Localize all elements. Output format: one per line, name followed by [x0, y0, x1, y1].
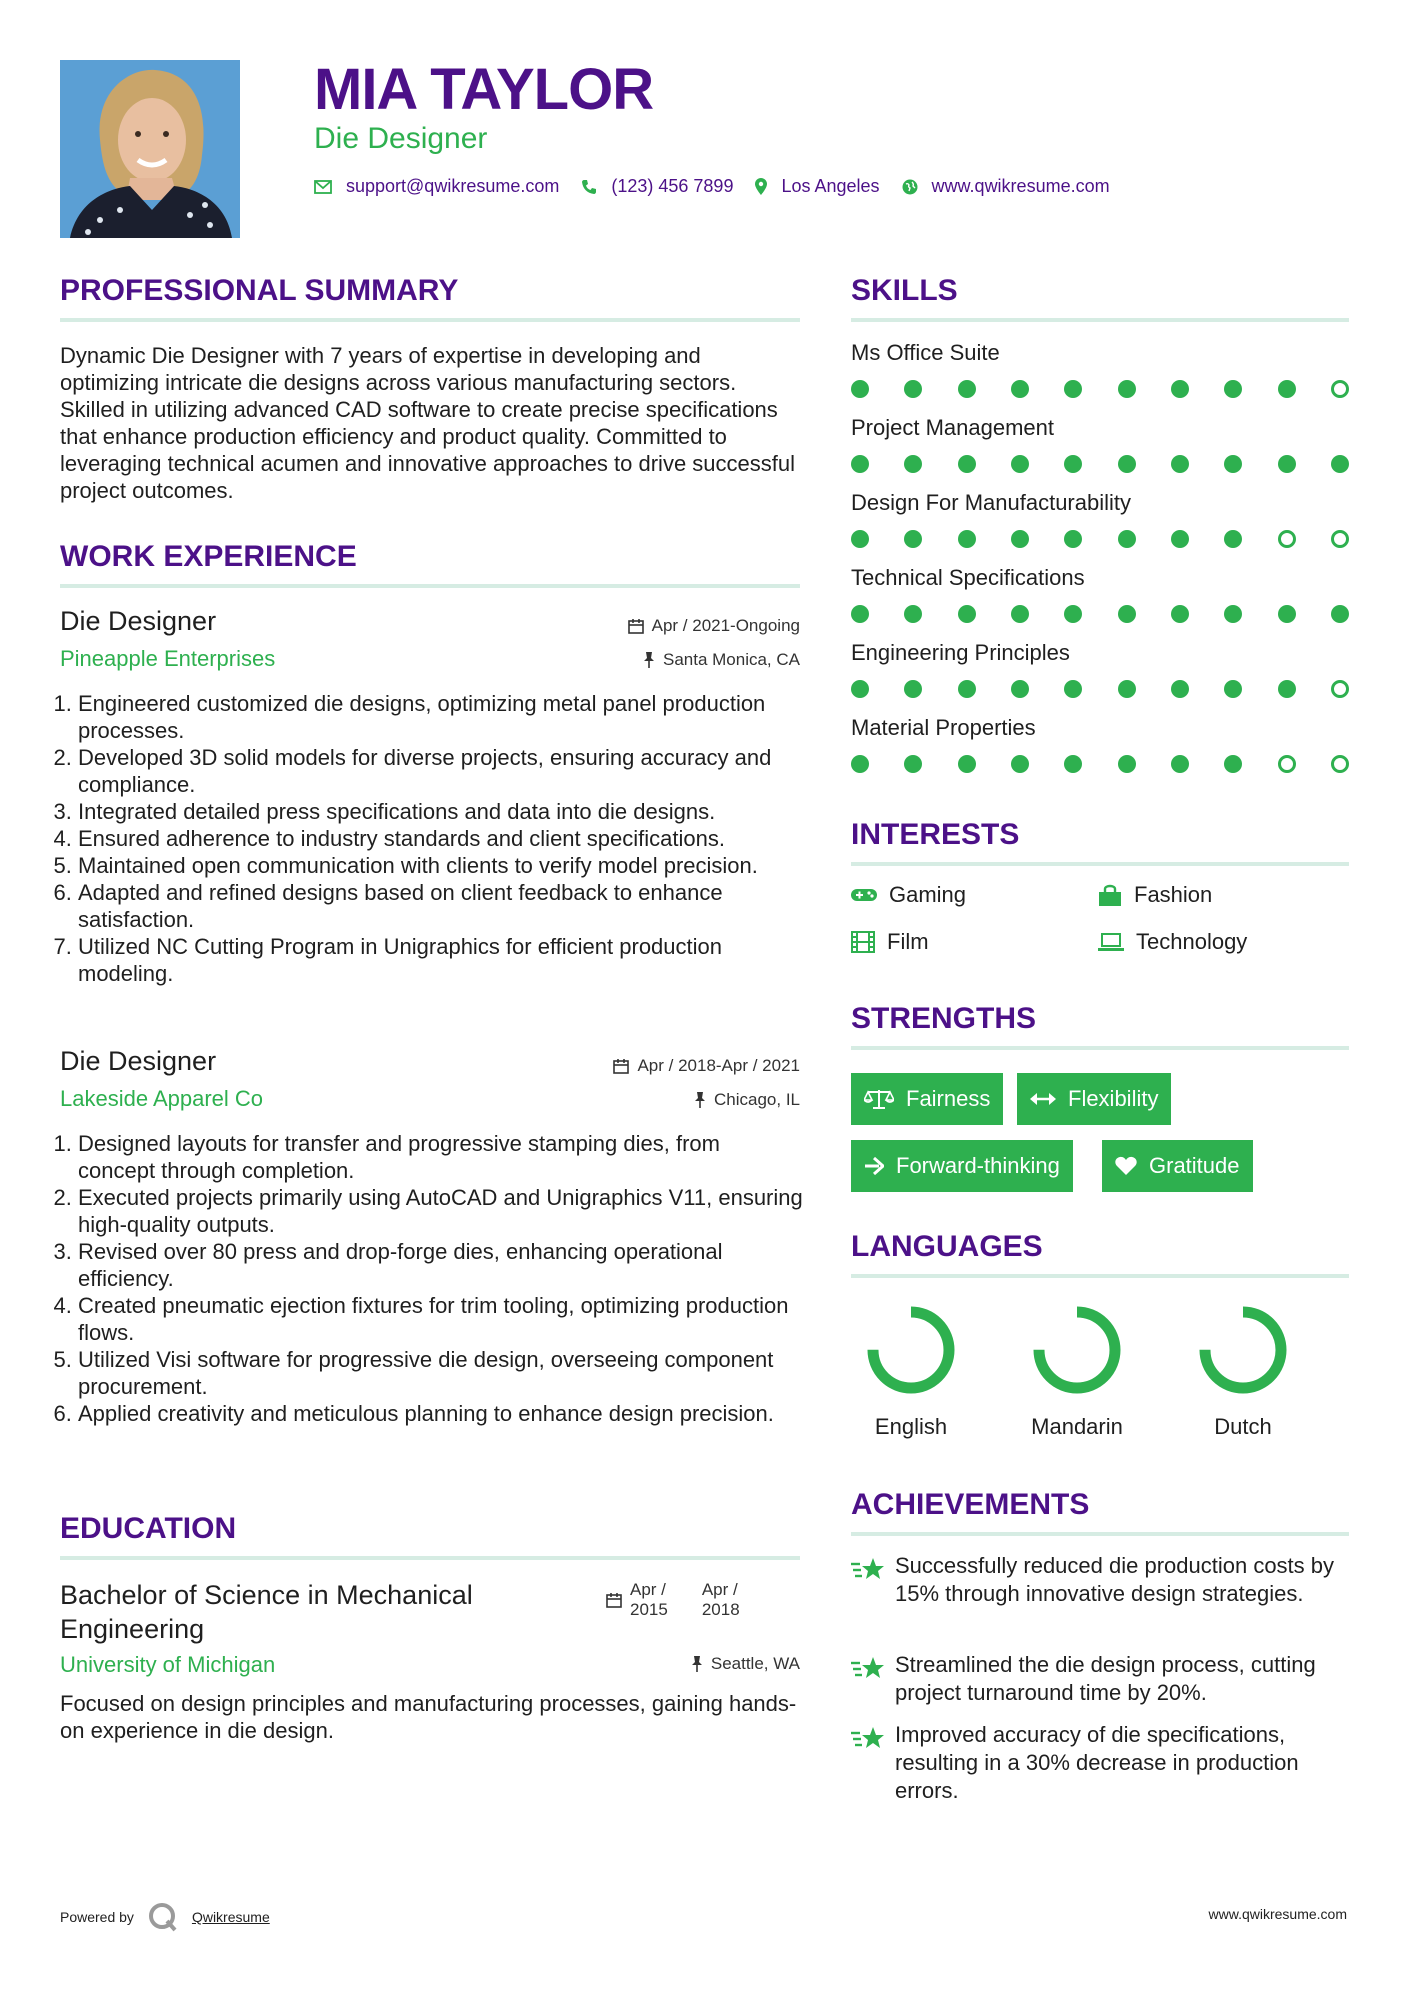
achievement-text: Successfully reduced die production costs by 15% through innovative design strategies.	[895, 1553, 1335, 1606]
qwikresume-logo-icon	[148, 1902, 178, 1932]
job-1-location	[500, 650, 800, 670]
skill-name: Technical Specifications	[851, 565, 1085, 590]
language-item	[1173, 1300, 1313, 1440]
rating-dot-filled	[904, 755, 922, 773]
education-location-text: Seattle, WA	[710, 1654, 800, 1673]
strength-label: Gratitude	[1149, 1153, 1240, 1178]
duty-item: 2. Executed projects primarily using AutoCAD and Unigraphics V11, ensuring high-quality outputs.	[78, 1184, 803, 1238]
skill-rating	[851, 605, 1349, 623]
language-item	[841, 1300, 981, 1440]
rating-dot-empty	[1331, 530, 1349, 548]
skill-name: Project Management	[851, 415, 1054, 440]
duty-item: 1. Designed layouts for transfer and progressive stamping dies, from concept through completion.	[78, 1130, 803, 1184]
phone-icon	[581, 179, 597, 195]
contact-website[interactable]	[902, 176, 1110, 197]
laptop-icon	[1098, 932, 1124, 952]
rating-dot-filled	[904, 680, 922, 698]
education-start-month: Apr /	[630, 1580, 666, 1599]
education-location	[500, 1654, 800, 1674]
rating-dot-filled	[1011, 680, 1029, 698]
strengths-divider	[851, 1046, 1349, 1050]
skill-rating	[851, 530, 1349, 548]
language-item	[1007, 1300, 1147, 1440]
achievement-item	[851, 1721, 1361, 1805]
rating-dot-filled	[1331, 605, 1349, 623]
duty-item: 6. Adapted and refined designs based on client feedback to enhance satisfaction.	[78, 879, 803, 933]
job-2-location-text: Chicago, IL	[714, 1090, 800, 1109]
language-level-ring	[1027, 1300, 1127, 1400]
powered-by	[60, 1902, 270, 1932]
job-2-title: Die Designer	[60, 1046, 217, 1076]
rating-dot-filled	[1011, 605, 1029, 623]
interests-heading: INTERESTS	[851, 818, 1020, 851]
profile-photo	[60, 60, 240, 238]
calendar-icon	[606, 1592, 622, 1620]
strength-label: Forward-thinking	[896, 1153, 1060, 1178]
star-achievement-icon	[851, 1725, 885, 1805]
strength-fairness	[851, 1073, 1003, 1125]
strength-gratitude	[1102, 1140, 1253, 1192]
skill-name: Material Properties	[851, 715, 1036, 740]
language-level-ring	[1193, 1300, 1293, 1400]
strength-forward-thinking	[851, 1140, 1073, 1192]
footer-website[interactable]: www.qwikresume.com	[1208, 1906, 1347, 1922]
map-pin-icon	[755, 178, 767, 195]
languages-heading: LANGUAGES	[851, 1230, 1043, 1263]
contact-bar	[314, 176, 1132, 197]
skill-rating	[851, 755, 1349, 773]
rating-dot-filled	[1278, 380, 1296, 398]
rating-dot-filled	[1011, 380, 1029, 398]
rating-dot-filled	[958, 755, 976, 773]
summary-divider	[60, 318, 800, 322]
arrow-right-icon	[864, 1157, 884, 1175]
rating-dot-filled	[958, 605, 976, 623]
rating-dot-filled	[1064, 755, 1082, 773]
rating-dot-empty	[1331, 380, 1349, 398]
achievement-item	[851, 1651, 1361, 1707]
rating-dot-filled	[1171, 530, 1189, 548]
language-level-arc	[873, 1312, 949, 1388]
job-2-duties	[60, 1130, 803, 1427]
rating-dot-filled	[1278, 455, 1296, 473]
star-achievement-icon	[851, 1556, 885, 1608]
rating-dot-empty	[1278, 755, 1296, 773]
rating-dot-filled	[851, 680, 869, 698]
rating-dot-empty	[1331, 755, 1349, 773]
duty-item: 3. Revised over 80 press and drop-forge dies, enhancing operational efficiency.	[78, 1238, 803, 1292]
job-2-company: Lakeside Apparel Co	[60, 1086, 264, 1111]
rating-dot-filled	[1011, 530, 1029, 548]
rating-dot-filled	[1171, 755, 1189, 773]
education-start-year: 2015	[630, 1600, 668, 1619]
interest-technology	[1098, 929, 1247, 955]
candidate-title: Die Designer	[314, 122, 488, 155]
education-end	[702, 1580, 740, 1620]
skill-rating	[851, 680, 1349, 698]
pushpin-icon	[691, 1656, 703, 1672]
gamepad-icon	[851, 887, 877, 903]
achievements-divider	[851, 1532, 1349, 1536]
star-achievement-icon	[851, 1655, 885, 1707]
rating-dot-filled	[958, 680, 976, 698]
rating-dot-filled	[1011, 755, 1029, 773]
achievements-heading: ACHIEVEMENTS	[851, 1488, 1090, 1521]
rating-dot-filled	[851, 455, 869, 473]
duty-item: 3. Integrated detailed press specifications and data into die designs.	[78, 798, 803, 825]
job-2-location	[500, 1090, 800, 1110]
rating-dot-filled	[1224, 380, 1242, 398]
job-2-dates	[500, 1056, 800, 1076]
language-name: English	[874, 1414, 948, 1439]
interests-divider	[851, 862, 1349, 866]
language-level-ring	[861, 1300, 961, 1400]
qwikresume-link[interactable]: Qwikresume	[191, 1909, 270, 1925]
education-divider	[60, 1556, 800, 1560]
rating-dot-filled	[1064, 380, 1082, 398]
rating-dot-filled	[1224, 755, 1242, 773]
rating-dot-filled	[1171, 455, 1189, 473]
contact-phone-text: (123) 456 7899	[611, 176, 734, 196]
interest-fashion	[1098, 882, 1212, 908]
rating-dot-filled	[904, 455, 922, 473]
rating-dot-filled	[1331, 455, 1349, 473]
duty-item: 4. Ensured adherence to industry standards and client specifications.	[78, 825, 803, 852]
strengths-heading: STRENGTHS	[851, 1002, 1037, 1035]
language-name: Mandarin	[1031, 1414, 1123, 1439]
pushpin-icon	[643, 652, 655, 668]
rating-dot-filled	[958, 530, 976, 548]
calendar-icon	[613, 1058, 629, 1074]
rating-dot-filled	[1278, 605, 1296, 623]
rating-dot-filled	[1118, 455, 1136, 473]
skill-rating	[851, 380, 1349, 398]
duty-item: 4. Created pneumatic ejection fixtures for trim tooling, optimizing production flows.	[78, 1292, 803, 1346]
achievement-item	[851, 1552, 1361, 1608]
duty-item: 7. Utilized NC Cutting Program in Unigraphics for efficient production modeling.	[78, 933, 803, 987]
rating-dot-filled	[958, 455, 976, 473]
achievement-text: Improved accuracy of die specifications, resulting in a 30% decrease in production errors.	[895, 1722, 1299, 1803]
summary-heading: PROFESSIONAL SUMMARY	[60, 274, 459, 307]
languages-divider	[851, 1274, 1349, 1278]
skills-divider	[851, 318, 1349, 322]
education-start	[630, 1580, 668, 1620]
job-2-dates-text: Apr / 2018-Apr / 2021	[637, 1056, 800, 1075]
rating-dot-filled	[1064, 455, 1082, 473]
contact-email-text: support@qwikresume.com	[346, 176, 560, 196]
balance-scale-icon	[864, 1088, 894, 1110]
duty-item: 5. Utilized Visi software for progressive die design, overseeing component procurement.	[78, 1346, 803, 1400]
skill-name: Engineering Principles	[851, 640, 1070, 665]
experience-heading: WORK EXPERIENCE	[60, 540, 357, 573]
rating-dot-filled	[904, 380, 922, 398]
experience-divider	[60, 584, 800, 588]
education-school: University of Michigan	[60, 1652, 276, 1677]
rating-dot-filled	[1224, 605, 1242, 623]
interest-film	[851, 929, 929, 955]
rating-dot-filled	[851, 605, 869, 623]
rating-dot-filled	[1278, 680, 1296, 698]
rating-dot-filled	[1064, 605, 1082, 623]
education-end-year: 2018	[701, 1600, 740, 1619]
interest-label: Fashion	[1134, 882, 1213, 907]
job-1-title: Die Designer	[60, 606, 217, 636]
contact-website-text: www.qwikresume.com	[931, 176, 1110, 196]
rating-dot-empty	[1331, 680, 1349, 698]
strength-flexibility	[1017, 1073, 1171, 1125]
strength-label: Flexibility	[1068, 1086, 1159, 1111]
rating-dot-filled	[1171, 380, 1189, 398]
rating-dot-filled	[1118, 605, 1136, 623]
education-end-month: Apr /	[701, 1580, 738, 1599]
strength-label: Fairness	[906, 1086, 991, 1111]
rating-dot-filled	[1118, 530, 1136, 548]
job-1-dates-text: Apr / 2021-Ongoing	[651, 616, 800, 635]
language-name: Dutch	[1214, 1414, 1272, 1439]
rating-dot-filled	[1224, 455, 1242, 473]
contact-location	[755, 176, 879, 197]
arrows-horizontal-icon	[1030, 1092, 1056, 1106]
rating-dot-filled	[904, 605, 922, 623]
rating-dot-filled	[1064, 680, 1082, 698]
interest-label: Technology	[1136, 929, 1248, 954]
rating-dot-filled	[851, 380, 869, 398]
heart-icon	[1115, 1156, 1137, 1176]
language-level-arc	[1039, 1312, 1115, 1388]
duty-item: 1. Engineered customized die designs, optimizing metal panel production processes.	[78, 690, 803, 744]
pushpin-icon	[694, 1092, 706, 1108]
rating-dot-filled	[851, 755, 869, 773]
duty-item: 2. Developed 3D solid models for diverse projects, ensuring accuracy and compliance.	[78, 744, 803, 798]
rating-dot-filled	[1118, 755, 1136, 773]
rating-dot-filled	[1224, 680, 1242, 698]
skill-name: Ms Office Suite	[851, 340, 1000, 365]
contact-email[interactable]	[314, 176, 559, 197]
rating-dot-empty	[1278, 530, 1296, 548]
rating-dot-filled	[851, 530, 869, 548]
film-icon	[851, 931, 875, 953]
language-level-arc	[1205, 1312, 1281, 1388]
rating-dot-filled	[1224, 530, 1242, 548]
achievement-text: Streamlined the die design process, cutting project turnaround time by 20%.	[895, 1652, 1316, 1705]
rating-dot-filled	[958, 380, 976, 398]
education-dates	[606, 1580, 740, 1620]
rating-dot-filled	[904, 530, 922, 548]
interest-gaming	[851, 882, 966, 908]
envelope-icon	[314, 180, 332, 194]
rating-dot-filled	[1064, 530, 1082, 548]
skills-heading: SKILLS	[851, 274, 958, 307]
contact-location-text: Los Angeles	[781, 176, 880, 196]
calendar-icon	[628, 618, 644, 634]
duty-item: 6. Applied creativity and meticulous planning to enhance design precision.	[78, 1400, 803, 1427]
summary-text: Dynamic Die Designer with 7 years of expertise in developing and optimizing intricate die designs across various manufacturing sectors. Skilled in utilizing advanced CAD software to create precise specifications that enhance production efficiency and product quality. Committed to leveraging technical acumen and innovative approaches to drive successful project outcomes.	[60, 343, 795, 503]
interest-label: Gaming	[889, 882, 967, 907]
education-description: Focused on design principles and manufacturing processes, gaining hands-on experience in die design.	[60, 1691, 797, 1743]
rating-dot-filled	[1171, 680, 1189, 698]
contact-phone[interactable]	[581, 176, 733, 197]
education-heading: EDUCATION	[60, 1512, 237, 1545]
job-1-location-text: Santa Monica, CA	[662, 650, 800, 669]
skill-rating	[851, 455, 1349, 473]
skill-name: Design For Manufacturability	[851, 490, 1132, 515]
rating-dot-filled	[1011, 455, 1029, 473]
rating-dot-filled	[1118, 680, 1136, 698]
rating-dot-filled	[1171, 605, 1189, 623]
duty-item: 5. Maintained open communication with clients to verify model precision.	[78, 852, 803, 879]
powered-by-label: Powered by	[60, 1909, 134, 1925]
job-1-duties	[60, 690, 803, 987]
education-degree: Bachelor of Science in Mechanical Engineering	[60, 1580, 473, 1644]
candidate-name: MIA TAYLOR	[314, 57, 654, 122]
interest-label: Film	[887, 929, 929, 954]
rating-dot-filled	[1118, 380, 1136, 398]
job-1-dates	[500, 616, 800, 636]
job-1-company: Pineapple Enterprises	[60, 646, 276, 671]
globe-icon	[902, 179, 918, 195]
shopping-bag-icon	[1098, 884, 1122, 906]
